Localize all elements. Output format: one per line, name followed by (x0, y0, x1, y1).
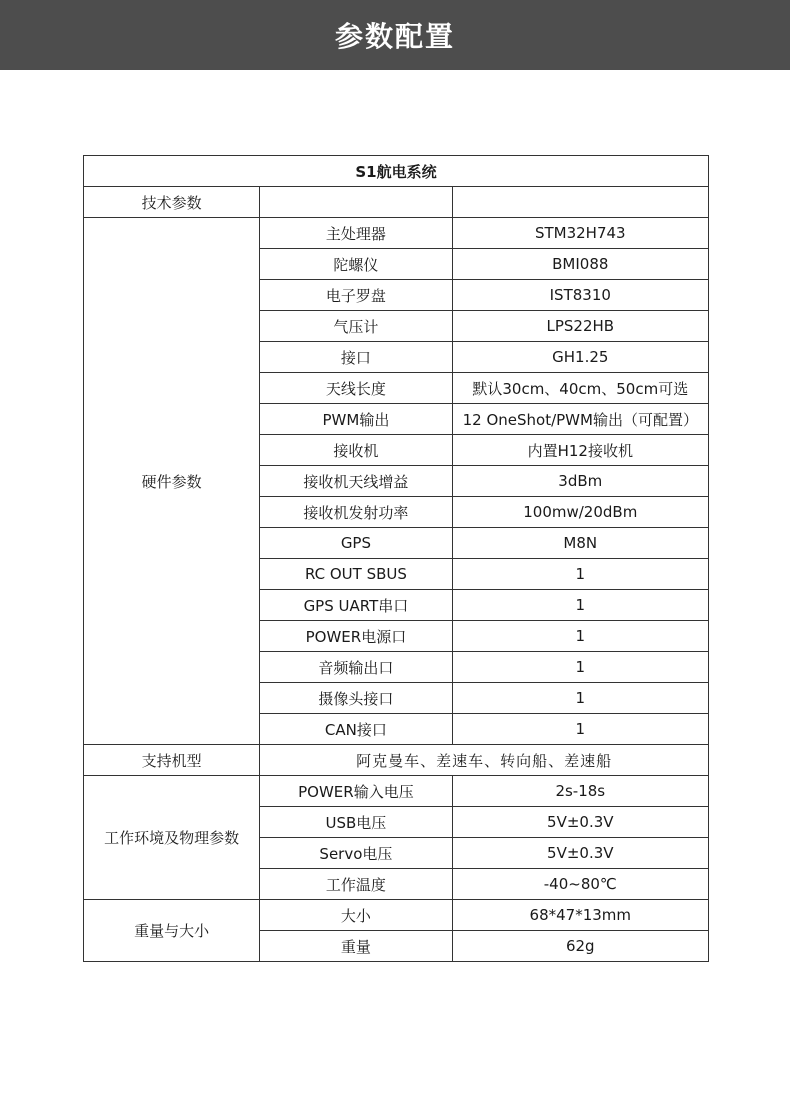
param-name: PWM输出 (260, 404, 452, 435)
param-value: LPS22HB (452, 311, 708, 342)
param-name: 接收机发射功率 (260, 497, 452, 528)
section-label-hardware: 硬件参数 (84, 218, 260, 745)
param-name: GPS (260, 528, 452, 559)
header-label: 技术参数 (84, 187, 260, 218)
page-title: 参数配置 (334, 20, 455, 53)
param-value: 1 (452, 621, 708, 652)
param-name: POWER输入电压 (260, 776, 452, 807)
param-name: USB电压 (260, 807, 452, 838)
param-name: 主处理器 (260, 218, 452, 249)
table-title: S1航电系统 (84, 156, 709, 187)
param-name: 陀螺仪 (260, 249, 452, 280)
section-label-environment: 工作环境及物理参数 (84, 776, 260, 900)
header-empty-cell (452, 187, 708, 218)
param-name: 天线长度 (260, 373, 452, 404)
param-value: 1 (452, 652, 708, 683)
param-value: 1 (452, 714, 708, 745)
table-row (84, 776, 709, 807)
param-value: STM32H743 (452, 218, 708, 249)
param-name: RC OUT SBUS (260, 559, 452, 590)
param-name: 大小 (260, 900, 452, 931)
table-row (84, 218, 709, 249)
header-empty-cell (260, 187, 452, 218)
param-value: 5V±0.3V (452, 807, 708, 838)
param-name: POWER电源口 (260, 621, 452, 652)
param-value: 62g (452, 931, 708, 962)
param-name: GPS UART串口 (260, 590, 452, 621)
table-row (84, 900, 709, 931)
param-value: 3dBm (452, 466, 708, 497)
param-value: 12 OneShot/PWM输出（可配置） (452, 404, 708, 435)
section-label-support: 支持机型 (84, 745, 260, 776)
param-name: CAN接口 (260, 714, 452, 745)
param-value: 1 (452, 683, 708, 714)
param-value: 默认30cm、40cm、50cm可选 (452, 373, 708, 404)
param-value: 5V±0.3V (452, 838, 708, 869)
param-name: 气压计 (260, 311, 452, 342)
param-value: BMI088 (452, 249, 708, 280)
param-value: IST8310 (452, 280, 708, 311)
param-name: 电子罗盘 (260, 280, 452, 311)
table-row (84, 745, 709, 776)
param-value: 68*47*13mm (452, 900, 708, 931)
param-value: GH1.25 (452, 342, 708, 373)
param-value: 100mw/20dBm (452, 497, 708, 528)
param-name: 工作温度 (260, 869, 452, 900)
param-name: 接收机天线增益 (260, 466, 452, 497)
param-value: 1 (452, 590, 708, 621)
section-label-weight-size: 重量与大小 (84, 900, 260, 962)
param-name: 接收机 (260, 435, 452, 466)
param-name: 重量 (260, 931, 452, 962)
param-name: Servo电压 (260, 838, 452, 869)
param-value: 1 (452, 559, 708, 590)
param-value: 2s-18s (452, 776, 708, 807)
table-header-row (84, 187, 709, 218)
table-title-row (84, 156, 709, 187)
support-value: 阿克曼车、差速车、转向船、差速船 (260, 745, 709, 776)
param-name: 接口 (260, 342, 452, 373)
spec-table (83, 155, 709, 962)
param-value: M8N (452, 528, 708, 559)
param-value: -40~80℃ (452, 869, 708, 900)
param-name: 摄像头接口 (260, 683, 452, 714)
page-banner (0, 0, 790, 70)
param-name: 音频输出口 (260, 652, 452, 683)
param-value: 内置H12接收机 (452, 435, 708, 466)
